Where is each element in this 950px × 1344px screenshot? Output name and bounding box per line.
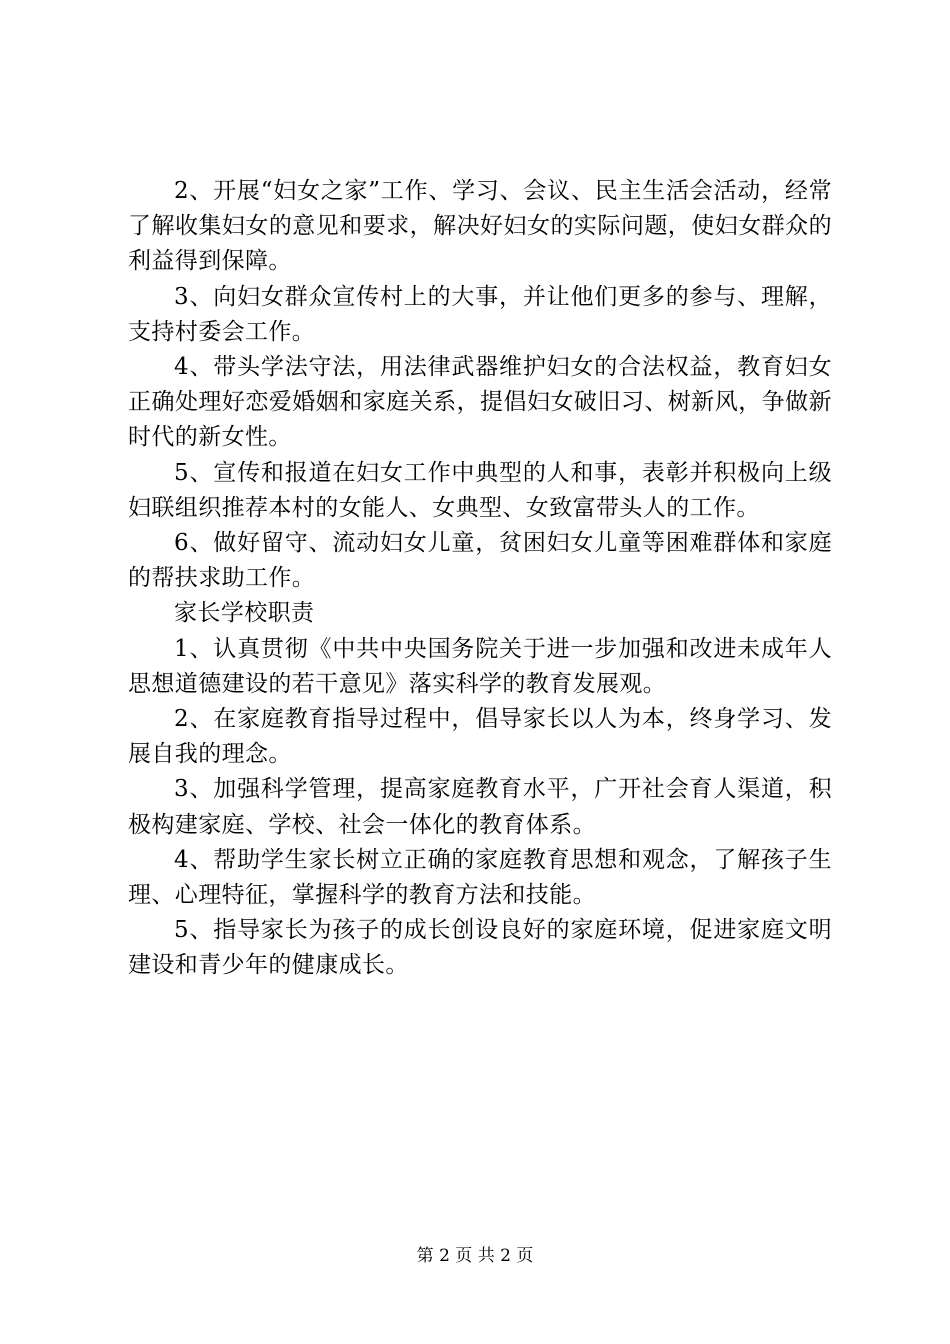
paragraph-women-home: 2、开展“妇女之家”工作、学习、会议、民主生活会活动，经常了解收集妇女的意见和要求，解决好妇女的实际问题，使妇女群众的利益得到保障。: [128, 178, 832, 275]
paragraph-promote-village-affairs: 3、向妇女群众宣传村上的大事，并让他们更多的参与、理解，支持村委会工作。: [128, 283, 832, 345]
paragraph-publicize-models: 5、宣传和报道在妇女工作中典型的人和事，表彰并积极向上级妇联组织推荐本村的女能人、女典型、女致富带头人的工作。: [128, 459, 832, 521]
paragraph-assist-vulnerable: 6、做好留守、流动妇女儿童，贫困妇女儿童等困难群体和家庭的帮扶求助工作。: [128, 530, 832, 592]
paragraph-family-education-guidance: 2、在家庭教育指导过程中，倡导家长以人为本，终身学习、发展自我的理念。: [128, 706, 832, 768]
paragraph-implement-opinions: 1、认真贯彻《中共中央国务院关于进一步加强和改进未成年人思想道德建设的若干意见》落实科学的教育发展观。: [128, 635, 832, 697]
page-number-footer: 第 2 页 共 2 页: [416, 1246, 534, 1266]
paragraph-family-environment: 5、指导家长为孩子的成长创设良好的家庭环境，促进家庭文明建设和青少年的健康成长。: [128, 917, 832, 979]
paragraph-help-parents: 4、帮助学生家长树立正确的家庭教育思想和观念，了解孩子生理、心理特征，掌握科学的教育方法和技能。: [128, 846, 832, 909]
paragraph-law-and-rights: 4、带头学法守法，用法律武器维护妇女的合法权益，教育妇女正确处理好恋爱婚姻和家庭关系，提倡妇女破旧习、树新风，争做新时代的新女性。: [128, 354, 832, 451]
section-heading-parent-school: 家长学校职责: [174, 600, 315, 627]
paragraph-scientific-management: 3、加强科学管理，提高家庭教育水平，广开社会育人渠道，积极构建家庭、学校、社会一体化的教育体系。: [128, 776, 832, 838]
document-body: [128, 174, 832, 984]
